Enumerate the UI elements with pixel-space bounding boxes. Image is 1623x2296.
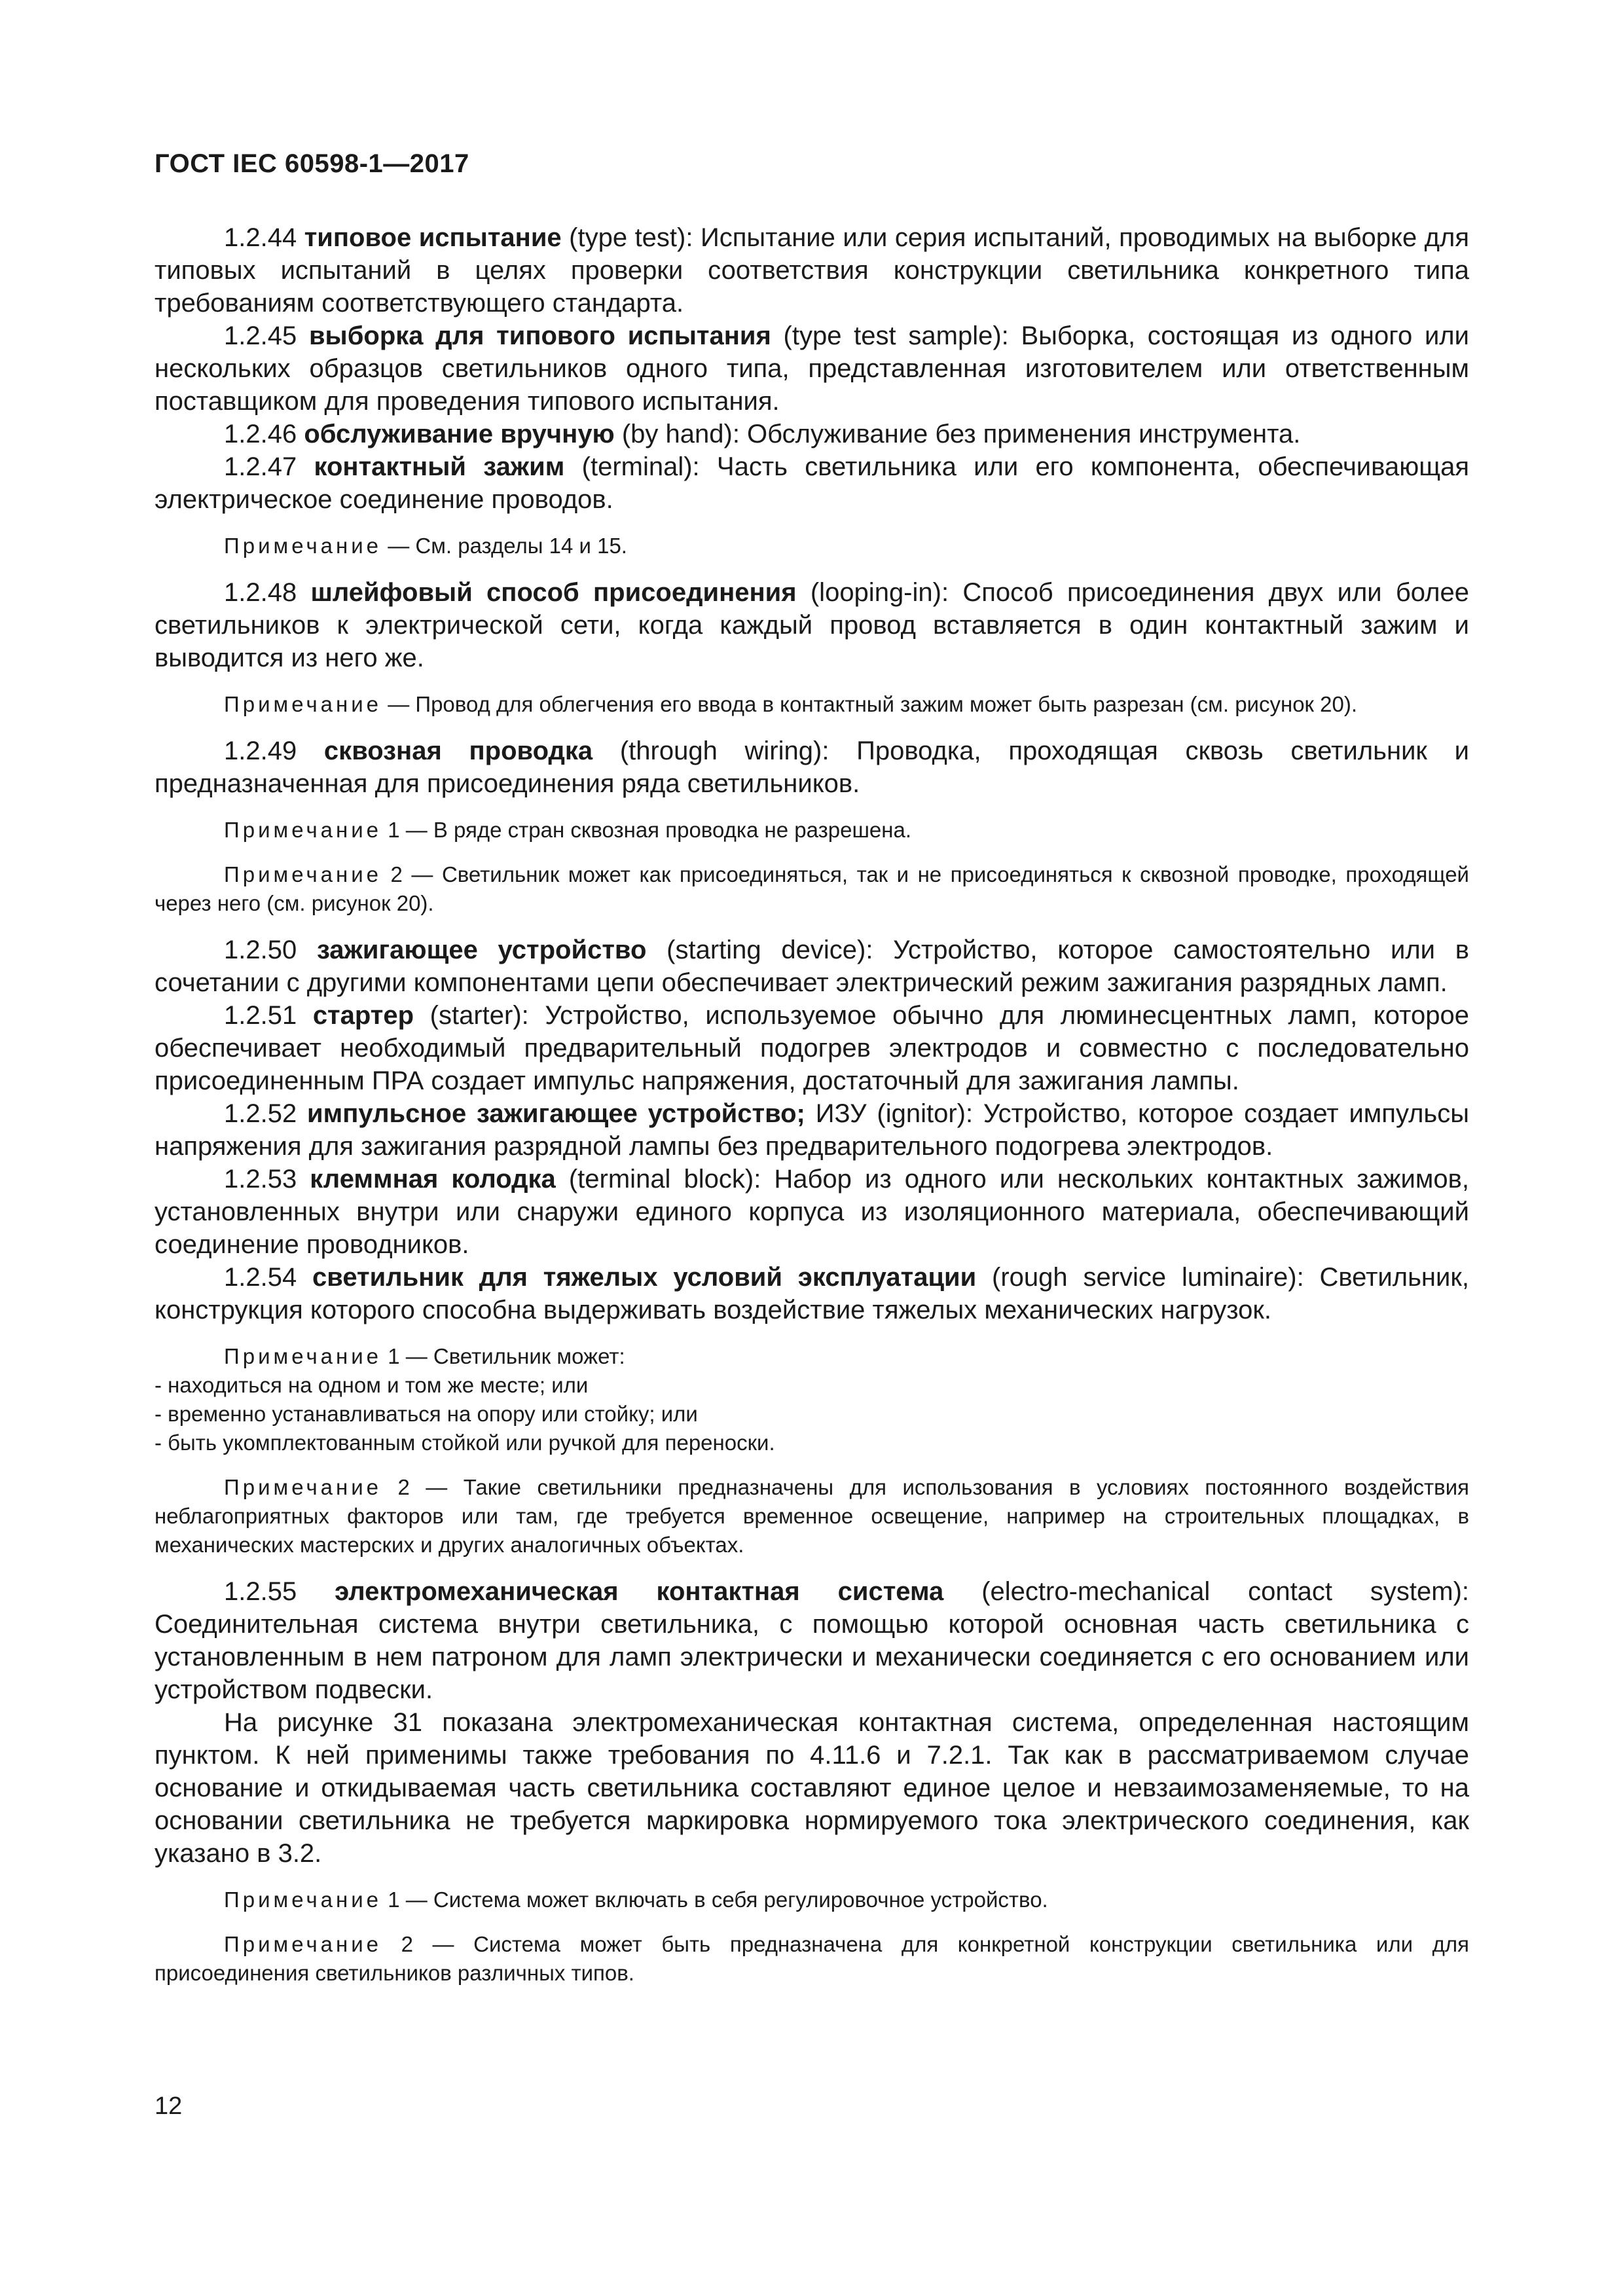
term: стартер [312,1001,414,1030]
entry-1-2-53: 1.2.53 клеммная колодка (terminal block): Набор из одного или нескольких контактных зажимов, установленных внутри или снаружи единого корпуса из изоляционного материала, обеспечивающий соединение проводников. [155,1165,1469,1259]
list-item: - временно устанавливаться на опору или стойку; или [155,1402,698,1426]
note-1-2-48: Примечание — Провод для облегчения его ввода в контактный зажим может быть разрезан (см. рисунок 20). [224,692,1358,716]
entry-1-2-45: 1.2.45 выборка для типового испытания (type test sample): Выборка, состоящая из одного или нескольких образцов светильников одного типа, представленная изготовителем или ответственным поставщиком для проведения типового испытания. [155,321,1469,416]
term: зажигающее устройство [316,936,647,964]
note-1-2-49-2: Примечание 2 — Светильник может как присоединяться, так и не присоединяться к сквозной проводке, проходящей через него (см. рисунок 20). [155,862,1469,915]
term: импульсное зажигающее устройство; [307,1099,805,1128]
term: типовое испытание [304,223,562,252]
entry-1-2-49: 1.2.49 сквозная проводка (through wiring): Проводка, проходящая сквозь светильник и предназначенная для присоединения ряда светильников. [155,737,1469,798]
entry-1-2-54: 1.2.54 светильник для тяжелых условий эксплуатации (rough service luminaire): Светильник, конструкция которого способна выдерживать воздействие тяжелых механических нагрузок. [155,1263,1469,1324]
term: электромеханическая контактная система [335,1577,944,1606]
term: обслуживание вручную [304,420,615,448]
term: светильник для тяжелых условий эксплуатации [312,1263,977,1292]
term: шлейфовый способ присоединения [310,578,797,607]
paragraph-1-2-55-detail: На рисунке 31 показана электромеханическая контактная система, определенная настоящим пунктом. К ней применимы также требования по 4.11.6 и 7.2.1. Так как в рассматриваемом случае основание и откидываемая часть светильника составляют единое целое и невзаимозаменяемые, то на основании светильника не требуется маркировка нормируемого тока электрического соединения, как указано в 3.2. [155,1708,1469,1868]
note-1-2-47: Примечание — См. разделы 14 и 15. [224,534,627,558]
entry-1-2-48: 1.2.48 шлейфовый способ присоединения (looping-in): Способ присоединения двух или более светильников к электрической сети, когда каждый провод вставляется в один контактный зажим и выводится из него же. [155,578,1470,672]
entry-1-2-47: 1.2.47 контактный зажим (terminal): Часть светильника или его компонента, обеспечивающая электрическое соединение проводов. [155,452,1470,514]
note-1-2-55-2: Примечание 2 — Система может быть предназначена для конкретной конструкции светильника или для присоединения светильников различных типов. [155,1932,1469,1985]
page-number: 12 [155,2092,183,2120]
entry-1-2-55: 1.2.55 электромеханическая контактная система (electro-mechanical contact system): Соединительная система внутри светильника, с помощью которой основная часть светильника с установленным в нем патроном для ламп электрически и механически соединяется с его основанием или устройством подвески. [155,1577,1470,1704]
note-1-2-49-1: Примечание 1 — В ряде стран сквозная проводка не разрешена. [224,818,912,842]
document-body [155,221,1469,1988]
entry-1-2-44: 1.2.44 типовое испытание (type test): Испытание или серия испытаний, проводимых на выборке для типовых испытаний в целях проверки соответствия конструкции светильника конкретного типа требованиям соответствующего стандарта. [155,223,1470,318]
term: клеммная колодка [310,1165,556,1194]
term: сквозная проводка [323,737,593,765]
term: выборка для типового испытания [308,321,771,350]
entry-1-2-51: 1.2.51 стартер (starter): Устройство, используемое обычно для люминесцентных ламп, которое обеспечивает необходимый предварительный подогрев электродов и совместно с последовательно присоединенным ПРА создает импульс напряжения, достаточный для зажигания лампы. [155,1001,1469,1095]
note-1-2-55-1: Примечание 1 — Система может включать в себя регулировочное устройство. [224,1887,1048,1912]
document-header: ГОСТ IEC 60598-1—2017 [155,149,469,178]
entry-1-2-46: 1.2.46 обслуживание вручную (by hand): Обслуживание без применения инструмента. [224,420,1301,448]
entry-1-2-52: 1.2.52 импульсное зажигающее устройство; ИЗУ (ignitor): Устройство, которое создает импульсы напряжения для зажигания разрядной лампы без предварительного подогрева электродов. [155,1099,1469,1161]
list-item: - быть укомплектованным стойкой или ручкой для переноски. [155,1430,775,1455]
note-1-2-54-2: Примечание 2 — Такие светильники предназначены для использования в условиях постоянного воздействия неблагоприятных факторов или там, где требуется временное освещение, например на строительных площадках, в механических мастерских и других аналогичных объектах. [155,1475,1469,1557]
list-item: - находиться на одном и том же месте; или [155,1373,589,1397]
entry-1-2-50: 1.2.50 зажигающее устройство (starting device): Устройство, которое самостоятельно или в сочетании с другими компонентами цепи обеспечивает электрический режим зажигания разрядных ламп. [155,936,1469,997]
term: контактный зажим [314,452,565,481]
note-1-2-54-1: Примечание 1 — Светильник может: [224,1344,625,1368]
note-1-2-54-list [155,1371,1469,1457]
